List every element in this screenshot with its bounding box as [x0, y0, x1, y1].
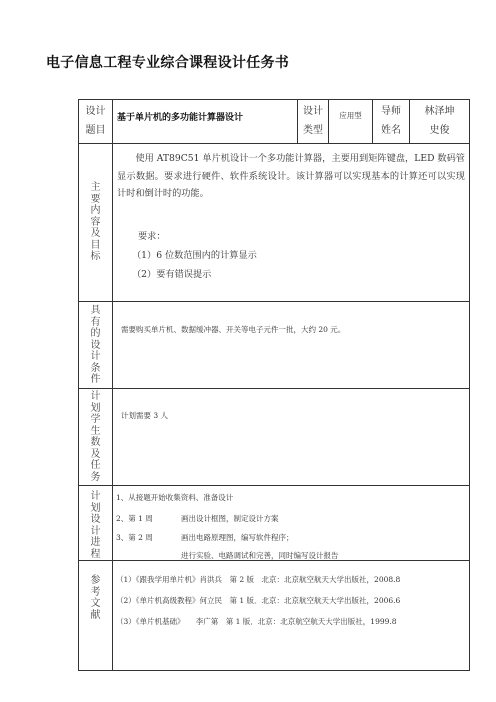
row-divider [78, 388, 470, 389]
row-divider [78, 485, 470, 486]
students-text: 计划需要 3 人 [121, 411, 169, 420]
conditions-label: 具 有 的 设 计 条 件 [90, 305, 101, 385]
schedule-label: 计 划 设 计 进 程 [90, 491, 101, 560]
table-border-bottom [78, 670, 470, 671]
schedule-item-2-what: 画出设计框图，制定设计方案 [181, 514, 279, 523]
content-label: 主 要 内 容 及 目 标 [90, 182, 101, 262]
schedule-item-3-when: 3、第 2 周 [116, 533, 153, 542]
row-divider [78, 143, 470, 144]
requirement-item: （1）6 位数范围内的计算显示 [132, 250, 257, 261]
references-label: 参 考 文 献 [90, 575, 101, 621]
row-divider [78, 301, 470, 302]
topic-label: 设计 题目 [85, 106, 106, 136]
header-divider [328, 99, 329, 143]
table-border-top [78, 99, 470, 100]
requirement-item: （2）要有错误提示 [132, 269, 212, 280]
type-label: 设计 类型 [303, 106, 323, 136]
reference-item: （1）《跟我学用单片机》肖洪兵 第 2 版 北京：北京航空航天大学出版社，2008.8 [116, 575, 401, 584]
schedule-item-4-what: 进行实验、电路调试和完善，同时编写设计报告 [181, 551, 339, 560]
conditions-text: 需要购买单片机、数据缓冲器、开关等电子元件一批，大约 20 元。 [121, 325, 346, 334]
reference-item: （3）《单片机基础》 李广第 第 1 版．北京：北京航空航天大学出版社，1999.8 [116, 617, 397, 626]
schedule-item-3-what: 画出电路原理图，编写软件程序； [181, 533, 294, 542]
advisor-names: 林泽坤 史俊 [424, 106, 455, 136]
content-paragraph: 使用 AT89C51 单片机设计一个多功能计算器，主要用到矩阵键盘，LED 数码管显示数据。要求进行硬件、软件系统设计。该计算器可以实现基本的计算还可以实现计时和倒计时的功能。 [117, 153, 465, 199]
table-border-right [469, 99, 470, 671]
topic-value: 基于单片机的多功能计算器设计 [117, 113, 244, 123]
advisor-label: 导师 姓名 [381, 106, 401, 136]
page-title: 电子信息工程专业综合课程设计任务书 [46, 55, 290, 71]
label-column-divider [112, 99, 113, 671]
requirements-heading: 要求： [138, 231, 166, 242]
students-label: 计 划 学 生 数 及 任 务 [90, 391, 101, 483]
reference-item: （2）《单片机高级教程》何立民 第 1 版．北京：北京航空航天大学出版社，2006.6 [116, 596, 401, 605]
type-value: 应用型 [339, 111, 362, 120]
schedule-item-1: 1、从接题开始收集资料、准备设计 [116, 493, 234, 502]
schedule-item-2-when: 2、第 1 周 [116, 514, 153, 523]
